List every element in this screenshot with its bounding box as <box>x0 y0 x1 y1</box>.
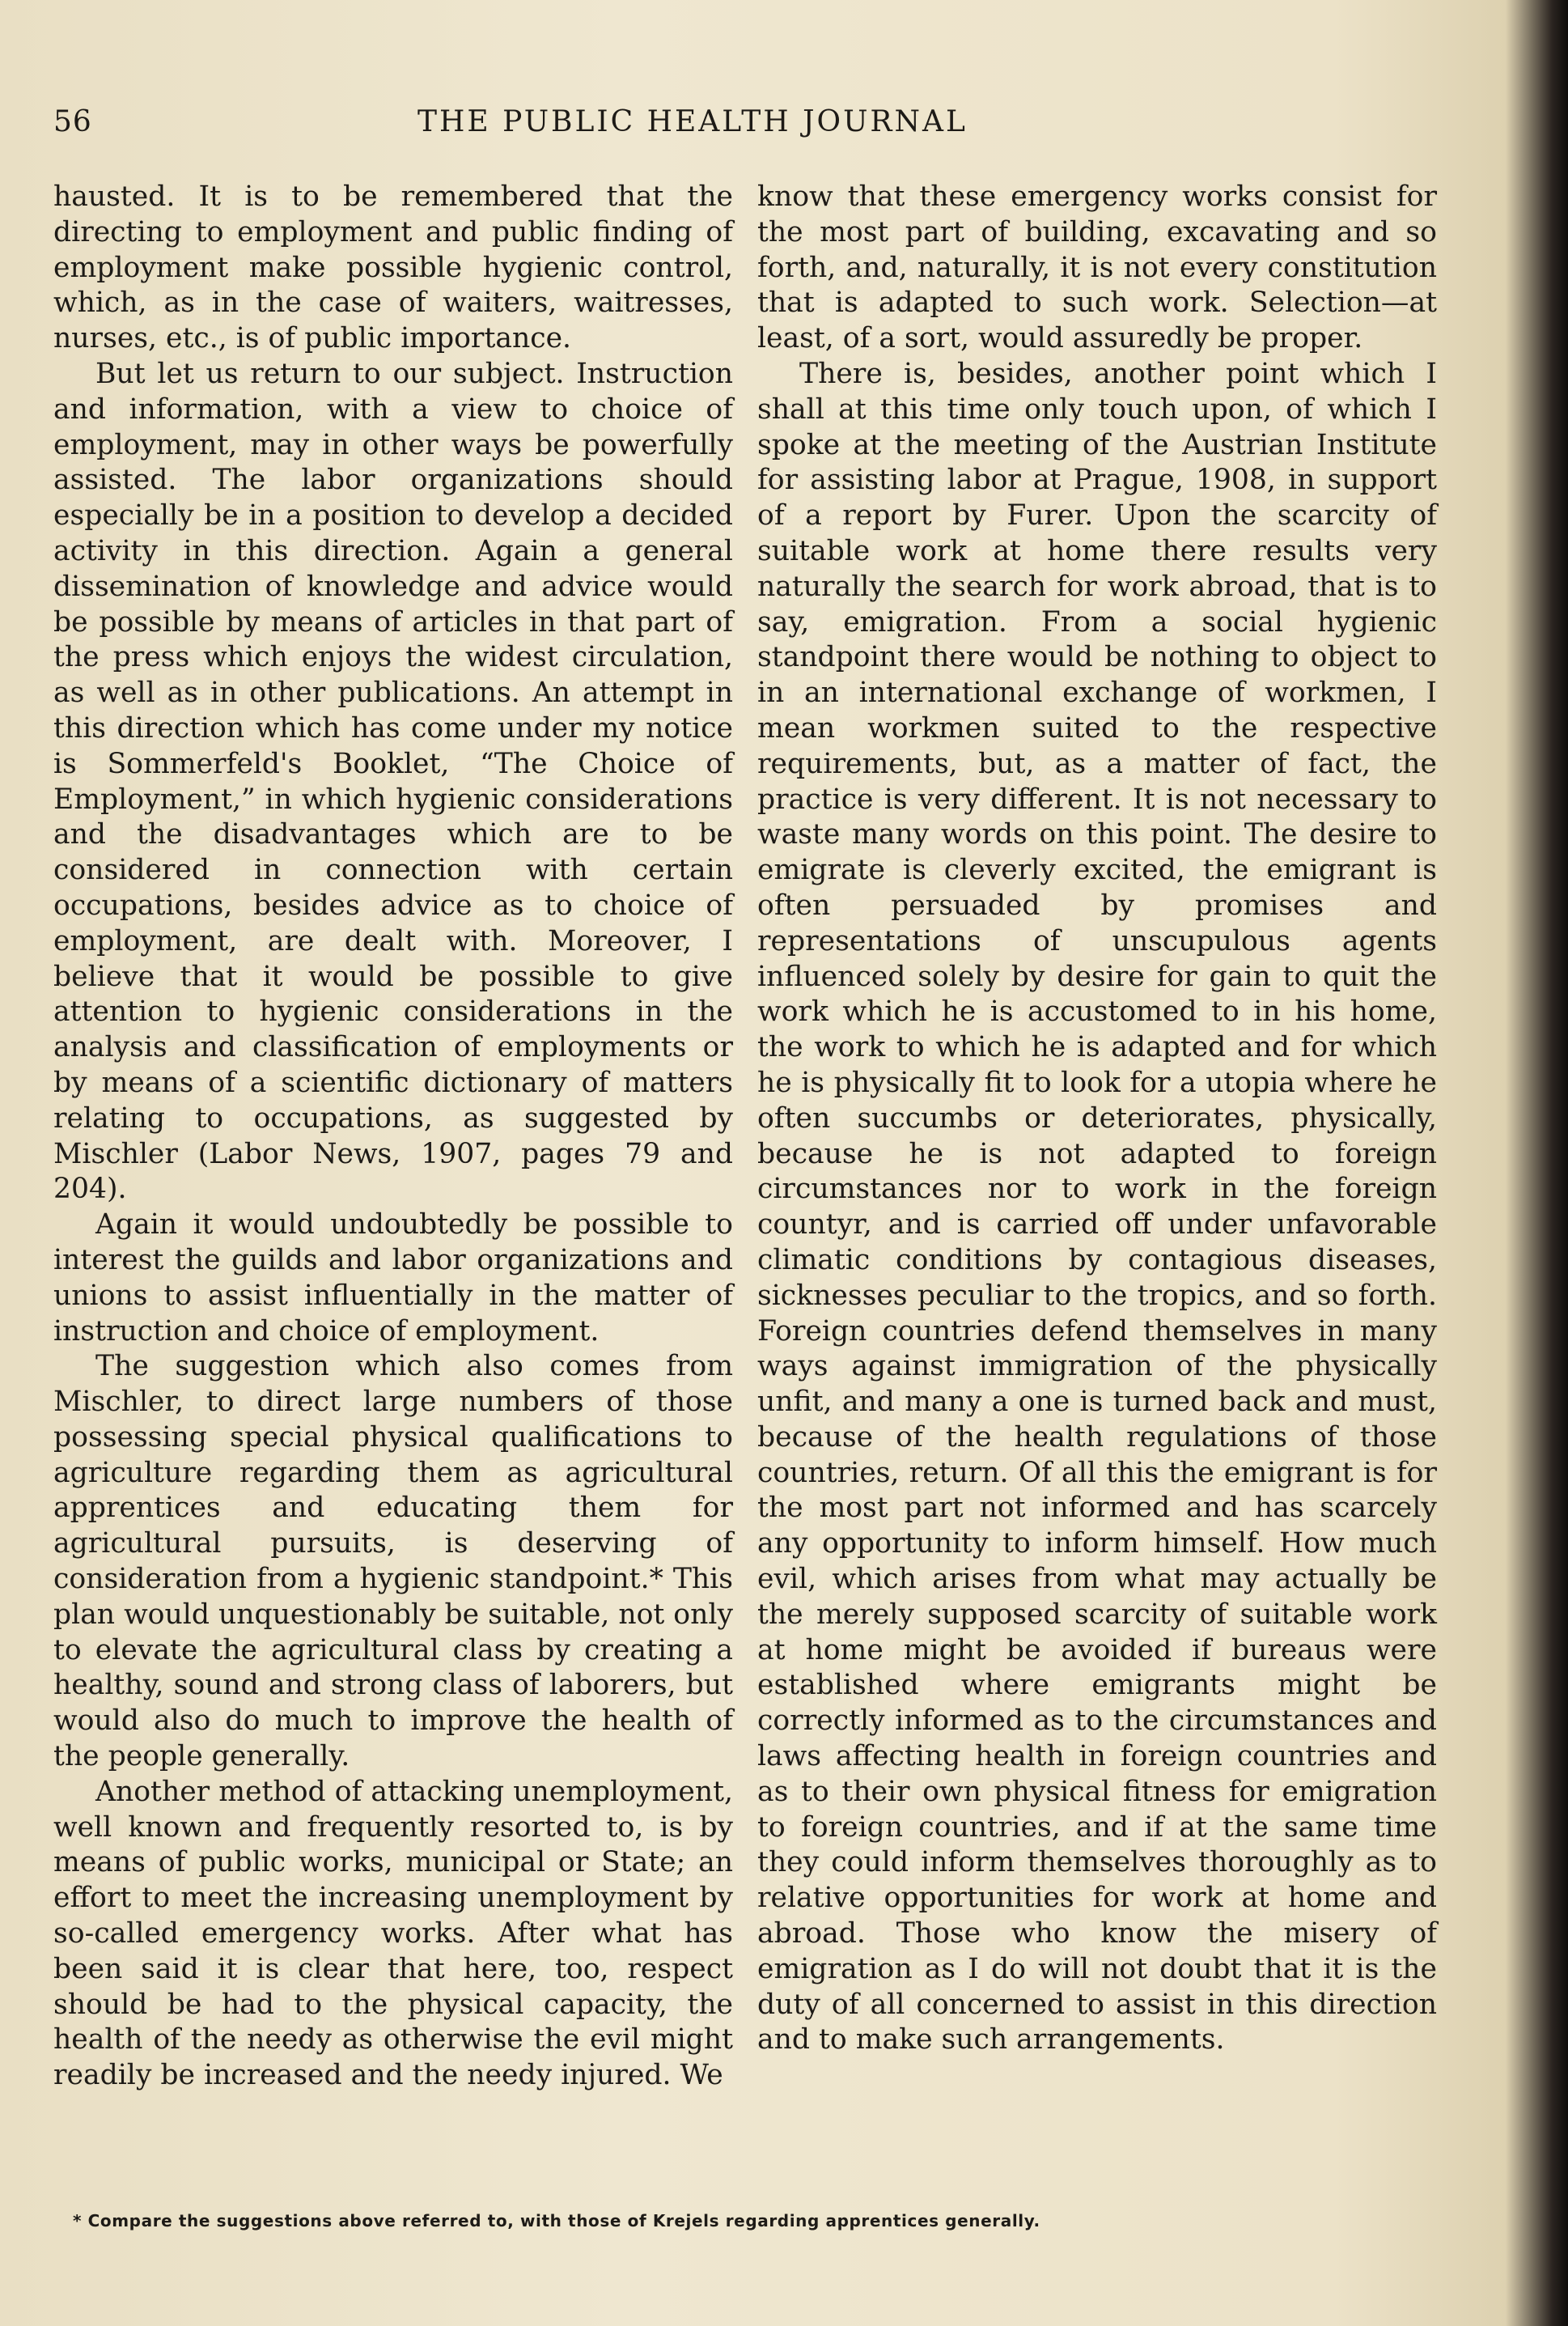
paragraph: hausted. It is to be remembered that the directing to employment and public finding of employment make possible hygienic control, which, as in the case of waiters, waitresses, nurses, etc., is of public importance. <box>53 180 733 355</box>
page-header <box>53 105 1429 146</box>
paragraph: The suggestion which also comes from Mischler, to direct large numbers of those possessing special physical qualifications to agriculture regarding them as agricultural apprentices and educating them for agricultural pursuits, is deserving of consideration from a hygienic standpoint.* This plan would unquestionably be suitable, not only to elevate the agricultural class by creating a healthy, sound and strong class of laborers, but would also do much to improve the health of the people generally. <box>53 1350 733 1773</box>
right-column <box>757 180 1437 2058</box>
running-title: THE PUBLIC HEALTH JOURNAL <box>417 105 968 138</box>
page-number: 56 <box>53 105 92 138</box>
left-column <box>53 180 733 2094</box>
footnote: * Compare the suggestions above referred to, with those of Krejels regarding apprentices generally. <box>73 2211 1040 2230</box>
paragraph: There is, besides, another point which I shall at this time only touch upon, of which I spoke at the meeting of the Austrian Institute for assisting labor at Prague, 1908, in support of a report by Furer. Upon the scarcity of suitable work at home there results very naturally the search for work abroad, that is to say, emigration. From a social hygienic standpoint there would be nothing to object to in an international exchange of workmen, I mean workmen suited to the respective requirements, but, as a matter of fact, the practice is very different. It is not necessary to waste many words on this point. The desire to emigrate is cleverly excited, the emigrant is often persuaded by promises and representations of unscupulous agents influenced solely by desire for gain to quit the work which he is accustomed to in his home, the work to which he is adapted and for which he is physically fit to look for a utopia where he often succumbs or deteriorates, physically, because he is not adapted to foreign circumstances nor to work in the foreign countyr, and is carried off under unfavorable climatic conditions by contagious diseases, sicknesses peculiar to the tropics, and so forth. Foreign countries defend themselves in many ways against immigration of the physically unfit, and many a one is turned back and must, because of the health regulations of those countries, return. Of all this the emigrant is for the most part not informed and has scarcely any opportunity to inform himself. How much evil, which arises from what may actually be the merely supposed scarcity of suitable work at home might be avoided if bureaus were established where emigrants might be correctly informed as to the circumstances and laws affecting health in foreign countries and as to their own physical fitness for emigration to foreign countries, and if at the same time they could inform themselves thoroughly as to relative opportunities for work at home and abroad. Those who know the misery of emigration as I do will not doubt that it is the duty of all concerned to assist in this direction and to make such arrangements. <box>757 357 1437 2056</box>
paragraph: know that these emergency works consist for the most part of building, excavating and so forth, and, naturally, it is not every constitution that is adapted to such work. Selection—at least, of a sort, would assuredly be proper. <box>757 180 1437 355</box>
paragraph: But let us return to our subject. Instruction and information, with a view to choice of employment, may in other ways be powerfully assisted. The labor organizations should especially be in a position to develop a decided activity in this direction. Again a general dissemination of knowledge and advice would be possible by means of articles in that part of the press which enjoys the widest circulation, as well as in other publications. An attempt in this direction which has come under my notice is Sommerfeld's Booklet, “The Choice of Employment,” in which hygienic considerations and the disadvantages which are to be considered in connection with certain occupations, besides advice as to choice of employment, are dealt with. Moreover, I believe that it would be possible to give attention to hygienic considerations in the analysis and classification of employments or by means of a scientific dictionary of matters relating to occupations, as suggested by Mischler (Labor News, 1907, pages 79 and 204). <box>53 357 733 1206</box>
paragraph: Another method of attacking unemployment, well known and frequently resorted to, is by means of public works, municipal or State; an effort to meet the increasing unemployment by so-called emergency works. After what has been said it is clear that here, too, respect should be had to the physical capacity, the health of the needy as otherwise the evil might readily be increased and the needy injured. We <box>53 1775 733 2092</box>
paragraph: Again it would undoubtedly be possible to interest the guilds and labor organizations and unions to assist influentially in the matter of instruction and choice of employment. <box>53 1208 733 1348</box>
